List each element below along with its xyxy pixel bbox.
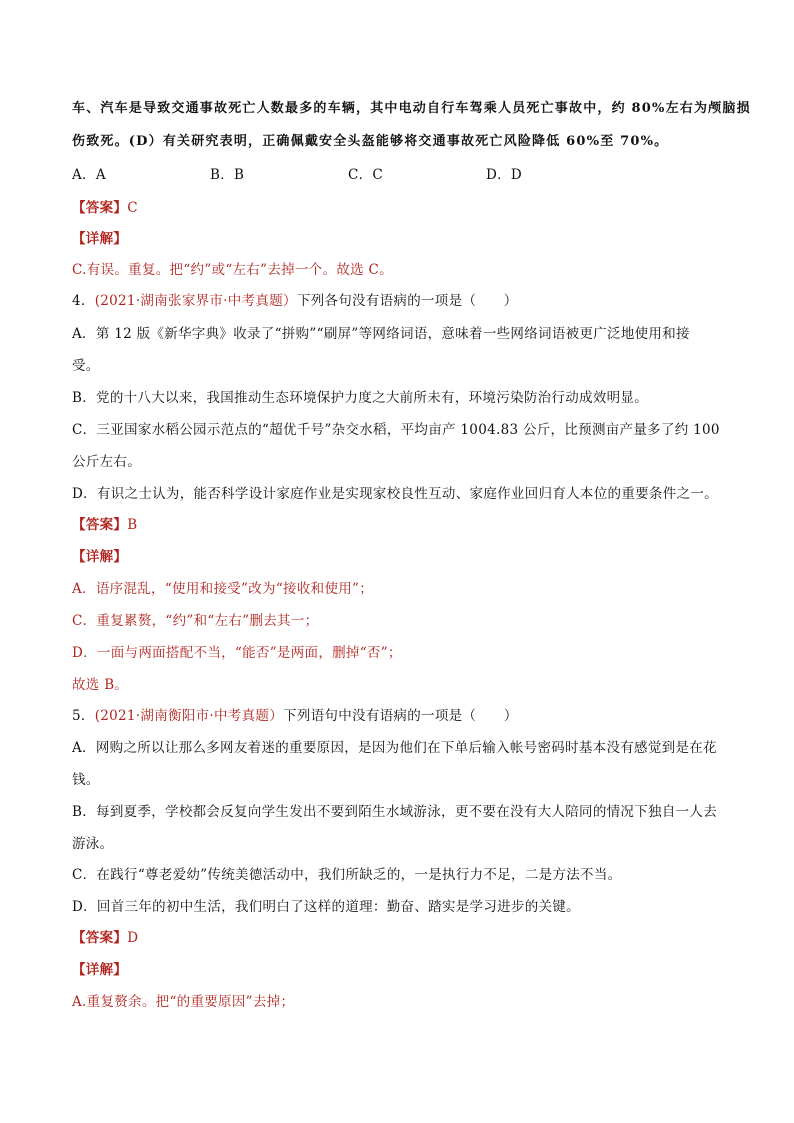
answer-tag: 【答案】 xyxy=(72,517,128,533)
question-stem: 下列各句没有语病的一项是（ ） xyxy=(296,293,518,309)
question-number: 5． xyxy=(72,708,95,724)
q5-option-b-line1: B．每到夏季，学校都会反复向学生发出不要到陌生水域游泳，更不要在没有大人陪同的情况下独自一人去 xyxy=(72,804,718,820)
prev-answer-row xyxy=(72,199,138,217)
q4-option-a-line2: 受。 xyxy=(72,358,100,374)
option-a: A．A xyxy=(72,167,106,183)
q4-conclusion: 故选 B。 xyxy=(72,677,129,693)
option-c: C．C xyxy=(348,167,384,183)
prev-detail-text: C.有误。重复。把“约”或“左右”去掉一个。故选 C。 xyxy=(72,262,393,278)
q5-option-a-line1: A．网购之所以让那么多网友着迷的重要原因，是因为他们在下单后输入帐号密码时基本没有感觉到是在花 xyxy=(72,740,717,756)
q4-option-c-line2: 公斤左右。 xyxy=(72,454,141,470)
question-number: 4． xyxy=(72,293,95,309)
q5-option-b-line2: 游泳。 xyxy=(72,836,114,852)
q4-detail-c: C．重复累赘，“约”和“左右”删去其一； xyxy=(72,613,319,629)
q4-detail-a: A．语序混乱，“使用和接受”改为“接收和使用”； xyxy=(72,581,374,597)
question-stem: 下列语句中没有语病的一项是（ ） xyxy=(283,708,518,724)
question-source: (2021·湖南张家界市·中考真题） xyxy=(94,293,297,309)
answer-value: C xyxy=(127,200,138,216)
question-source: (2021·湖南衡阳市·中考真题） xyxy=(94,708,284,724)
q4-option-c-line1: C．三亚国家水稻公园示范点的“超优千号”杂交水稻，平均亩产 1004.83 公斤，比预测亩产量多了约 100 xyxy=(72,422,720,438)
prev-question-options xyxy=(72,166,624,184)
q4-option-d: D．有识之士认为，能否科学设计家庭作业是实现家校良性互动、家庭作业回归育人本位的重要条件之一。 xyxy=(72,486,718,502)
prev-question-text-line2: 伤致死。(D）有关研究表明，正确佩戴安全头盔能够将交通事故死亡风险降低 60%至 70%。 xyxy=(72,134,669,149)
question-4-heading xyxy=(72,292,518,310)
option-d: D．D xyxy=(486,167,523,183)
answer-tag: 【答案】 xyxy=(72,200,128,216)
option-b: B．B xyxy=(210,167,245,183)
question-5-heading xyxy=(72,707,518,725)
q4-option-a-line1: A．第 12 版《新华字典》收录了“拼购”“刷屏”等网络词语，意味着一些网络词语被更广泛地使用和接 xyxy=(72,326,690,342)
q4-detail-tag: 【详解】 xyxy=(72,549,128,565)
q4-detail-d: D．一面与两面搭配不当，“能否”是两面，删掉“否”； xyxy=(72,645,402,661)
answer-value: D xyxy=(127,930,139,946)
prev-question-text-line1: 车、汽车是导致交通事故死亡人数最多的车辆，其中电动自行车驾乘人员死亡事故中，约 80%左右为颅脑损 xyxy=(72,101,751,116)
q5-detail-a: A.重复赘余。把“的重要原因”去掉； xyxy=(72,994,295,1010)
answer-value: B xyxy=(127,517,138,533)
q5-option-d: D．回首三年的初中生活，我们明白了这样的道理：勤奋、踏实是学习进步的关键。 xyxy=(72,899,580,915)
q5-option-c: C．在践行“尊老爱幼”传统美德活动中，我们所缺乏的，一是执行力不足，二是方法不当。 xyxy=(72,867,622,883)
prev-detail-tag: 【详解】 xyxy=(72,231,128,247)
q4-option-b: B．党的十八大以来，我国推动生态环境保护力度之大前所未有，环境污染防治行动成效明显。 xyxy=(72,390,649,406)
q4-answer-row xyxy=(72,516,137,534)
q5-answer-row xyxy=(72,929,138,947)
q5-option-a-line2: 钱。 xyxy=(72,772,100,788)
q5-detail-tag: 【详解】 xyxy=(72,962,128,978)
answer-tag: 【答案】 xyxy=(72,930,128,946)
